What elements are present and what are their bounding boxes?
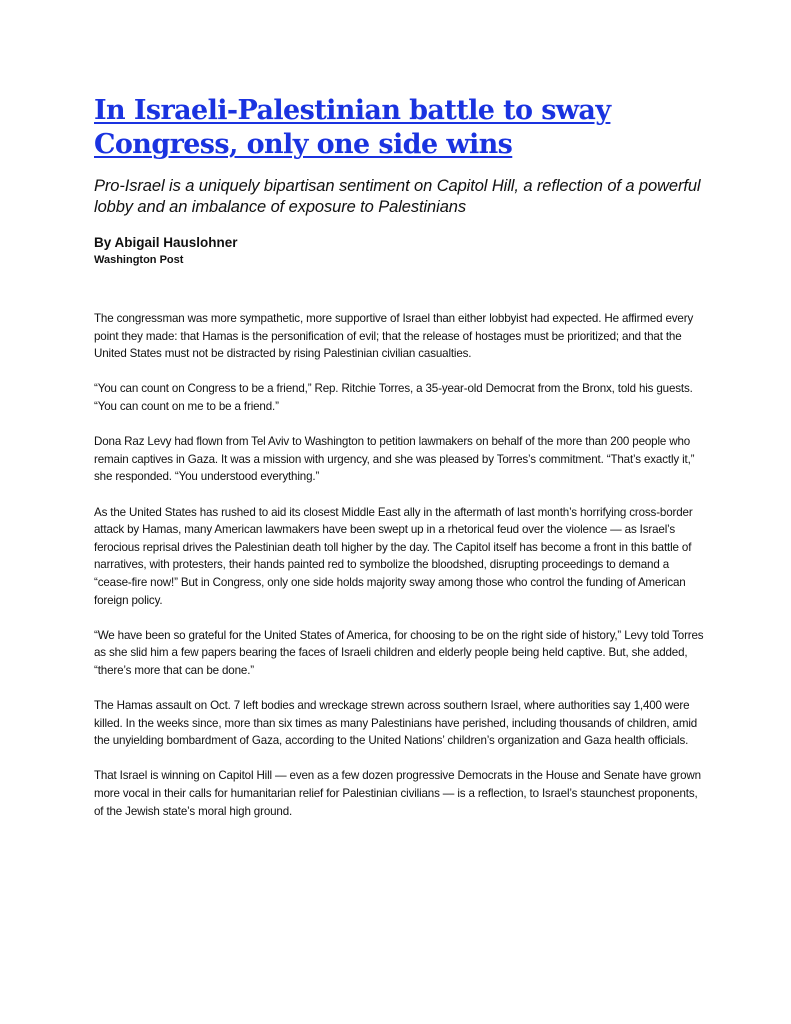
- body-paragraph: Dona Raz Levy had flown from Tel Aviv to Washington to petition lawmakers on behalf of the more than 200 people who remain captives in Gaza. It was a mission with urgency, and she was pleased by Torres’s commitment. “That’s exactly it,” she responded. “You understood everything.”: [94, 435, 695, 484]
- body-paragraph: That Israel is winning on Capitol Hill — even as a few dozen progressive Democrats in the House and Senate have grown more vocal in their calls for humanitarian relief for Palestinian civilians — is a reflection, to Israel’s staunchest proponents, of the Jewish state’s moral high ground.: [94, 769, 701, 818]
- article-source: Washington Post: [94, 254, 184, 266]
- body-paragraph: As the United States has rushed to aid its closest Middle East ally in the aftermath of last month’s horrifying cross-border attack by Hamas, many American lawmakers have been swept up in a rhetorical feud over the violence — as Israel’s ferocious reprisal drives the Palestinian death toll higher by the day. The Capitol itself has become a front in this battle of narratives, with protesters, their hands painted red to symbolize the bloodshed, disrupting proceedings to demand a “cease-fire now!” But in Congress, only one side holds majority sway among those who control the funding of American foreign policy.: [94, 505, 693, 607]
- article-byline: By Abigail Hauslohner: [94, 235, 238, 250]
- article-subhead: Pro-Israel is a uniquely bipartisan sentiment on Capitol Hill, a reflection of a powerful lobby and an imbalance of exposure to Palestinians: [94, 177, 701, 216]
- headline-link[interactable]: In Israeli-Palestinian battle to sway Congress, only one side wins: [94, 95, 611, 160]
- body-paragraph: “You can count on Congress to be a friend,” Rep. Ritchie Torres, a 35-year-old Democrat from the Bronx, told his guests. “You can count on me to be a friend.”: [94, 382, 693, 413]
- article-body: [94, 310, 704, 820]
- body-paragraph: The Hamas assault on Oct. 7 left bodies and wreckage strewn across southern Israel, where authorities say 1,400 were killed. In the weeks since, more than six times as many Palestinians have perished, including thousands of children, amid the unyielding bombardment of Gaza, according to the United Nations’ children’s organization and Gaza health officials.: [94, 699, 698, 748]
- body-paragraph: The congressman was more sympathetic, more supportive of Israel than either lobbyist had expected. He affirmed every point they made: that Hamas is the personification of evil; that the release of hostages must be prioritized; and that the United States must not be distracted by rising Palestinian civilian casualties.: [94, 312, 694, 361]
- article: [94, 94, 704, 838]
- body-paragraph: “We have been so grateful for the United States of America, for choosing to be on the right side of history,” Levy told Torres as she slid him a few papers bearing the faces of Israeli children and elderly people being held captive. But, she added, “there’s more that can be done.”: [94, 628, 704, 677]
